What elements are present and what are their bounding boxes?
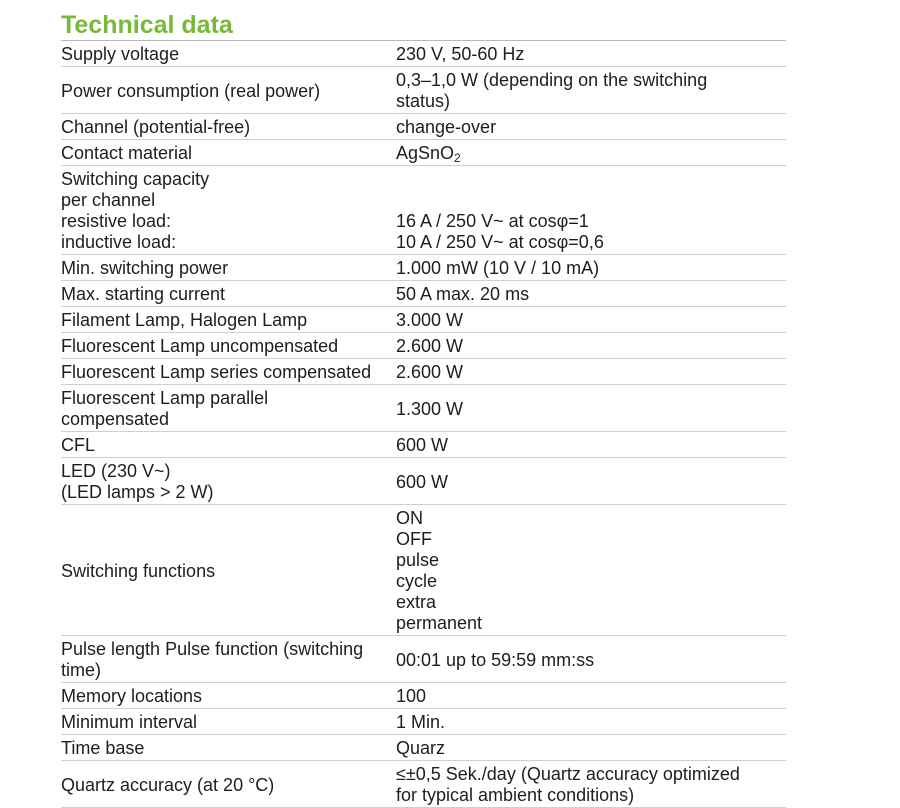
spec-value-line: 100: [396, 686, 427, 706]
spec-value: [396, 735, 786, 761]
spec-value: [396, 41, 786, 67]
spec-label-line: Minimum interval: [61, 712, 198, 732]
spec-label: [61, 735, 396, 761]
spec-value-line: change-over: [396, 117, 497, 137]
spec-label: [61, 67, 396, 114]
spec-value-line: OFF: [396, 529, 432, 549]
spec-value-line: 16 A / 250 V~ at cosφ=1: [396, 211, 589, 231]
spec-label-line: Min. switching power: [61, 258, 229, 278]
spec-value: [396, 432, 786, 458]
spec-label: [61, 636, 396, 683]
spec-table-body: [61, 41, 786, 808]
spec-label: [61, 505, 396, 636]
spec-row: [61, 67, 786, 114]
spec-label: [61, 166, 396, 255]
spec-label-line: CFL: [61, 435, 96, 455]
spec-value: [396, 505, 786, 636]
spec-label-line: Fluorescent Lamp parallel: [61, 388, 269, 408]
spec-value: [396, 333, 786, 359]
spec-label: [61, 385, 396, 432]
spec-row: [61, 505, 786, 636]
spec-label-line: Power consumption (real power): [61, 80, 321, 101]
spec-value-line: status): [396, 91, 451, 111]
spec-value-line: 230 V, 50-60 Hz: [396, 44, 525, 64]
spec-value-line: [396, 190, 786, 211]
spec-value: [396, 140, 786, 166]
spec-row: [61, 761, 786, 808]
spec-label-line: Filament Lamp, Halogen Lamp: [61, 310, 308, 330]
spec-label: [61, 458, 396, 505]
spec-value-line: 600 W: [396, 471, 449, 492]
spec-value-line: [396, 169, 786, 190]
spec-value-line: for typical ambient conditions): [396, 785, 635, 805]
spec-value-line: Quarz: [396, 738, 446, 758]
spec-value: [396, 359, 786, 385]
spec-label: [61, 281, 396, 307]
spec-label-line: Time base: [61, 738, 145, 758]
spec-value: [396, 385, 786, 432]
spec-value-line: ≤±0,5 Sek./day (Quartz accuracy optimized: [396, 764, 740, 784]
spec-value: [396, 636, 786, 683]
spec-value-line: 1.000 mW (10 V / 10 mA): [396, 258, 600, 278]
spec-label-line: inductive load:: [61, 232, 177, 252]
spec-value-line: 00:01 up to 59:59 mm:ss: [396, 649, 595, 670]
spec-label-line: Switching capacity: [61, 169, 210, 189]
technical-data-sheet: [61, 10, 786, 808]
spec-label-line: LED (230 V~): [61, 461, 171, 481]
spec-value: [396, 255, 786, 281]
spec-value: [396, 709, 786, 735]
spec-row: [61, 683, 786, 709]
spec-label-line: per channel: [61, 190, 156, 210]
spec-label: [61, 683, 396, 709]
spec-label: [61, 41, 396, 67]
spec-label-line: Memory locations: [61, 686, 203, 706]
spec-value-line: 1 Min.: [396, 712, 446, 732]
spec-row: [61, 432, 786, 458]
spec-value: [396, 683, 786, 709]
spec-label-line: Fluorescent Lamp uncompensated: [61, 336, 339, 356]
spec-label-line: Channel (potential-free): [61, 117, 251, 137]
spec-label: [61, 359, 396, 385]
spec-row: [61, 709, 786, 735]
spec-label-line: (LED lamps > 2 W): [61, 482, 214, 502]
spec-label-line: Supply voltage: [61, 44, 180, 64]
spec-value: [396, 281, 786, 307]
spec-value-line: 600 W: [396, 435, 449, 455]
spec-value-line: 3.000 W: [396, 310, 464, 330]
spec-label-line: Fluorescent Lamp series compensated: [61, 362, 372, 382]
spec-label: [61, 709, 396, 735]
spec-row: [61, 166, 786, 255]
spec-label-line: compensated: [61, 409, 170, 429]
spec-row: [61, 281, 786, 307]
spec-value-line: 2.600 W: [396, 362, 464, 382]
spec-label: [61, 140, 396, 166]
spec-row: [61, 636, 786, 683]
spec-value: [396, 114, 786, 140]
spec-table: [61, 41, 786, 808]
spec-value-line: 1.300 W: [396, 398, 464, 419]
spec-value: [396, 67, 786, 114]
spec-value-line: 50 A max. 20 ms: [396, 284, 530, 304]
spec-value: [396, 761, 786, 808]
spec-row: [61, 333, 786, 359]
spec-label: [61, 255, 396, 281]
spec-row: [61, 41, 786, 67]
spec-value: [396, 307, 786, 333]
page-title: Technical data: [61, 10, 786, 41]
spec-row: [61, 458, 786, 505]
spec-value: [396, 458, 786, 505]
spec-value-line: 10 A / 250 V~ at cosφ=0,6: [396, 232, 604, 252]
spec-value-line: cycle: [396, 571, 438, 591]
spec-label-line: Switching functions: [61, 560, 216, 581]
spec-value-line: ON: [396, 508, 423, 528]
spec-row: [61, 255, 786, 281]
spec-row: [61, 114, 786, 140]
spec-row: [61, 359, 786, 385]
spec-label-line: Quartz accuracy (at 20 °C): [61, 774, 275, 795]
spec-label-line: Max. starting current: [61, 284, 226, 304]
spec-label: [61, 761, 396, 808]
spec-label-line: Pulse length Pulse function (switching: [61, 639, 364, 659]
spec-value-line: permanent: [396, 613, 483, 633]
spec-label: [61, 307, 396, 333]
spec-row: [61, 140, 786, 166]
spec-value-line: extra: [396, 592, 437, 612]
spec-value-line: 2.600 W: [396, 336, 464, 356]
spec-row: [61, 735, 786, 761]
spec-value: [396, 166, 786, 255]
spec-label: [61, 333, 396, 359]
spec-label-line: time): [61, 660, 101, 680]
spec-label-line: resistive load:: [61, 211, 172, 231]
spec-value-line: 0,3–1,0 W (depending on the switching: [396, 70, 708, 90]
spec-label-line: Contact material: [61, 143, 193, 163]
spec-value-line: pulse: [396, 550, 440, 570]
spec-value-line: AgSnO$_2$: [396, 143, 461, 165]
spec-label: [61, 432, 396, 458]
spec-row: [61, 385, 786, 432]
spec-label: [61, 114, 396, 140]
spec-row: [61, 307, 786, 333]
